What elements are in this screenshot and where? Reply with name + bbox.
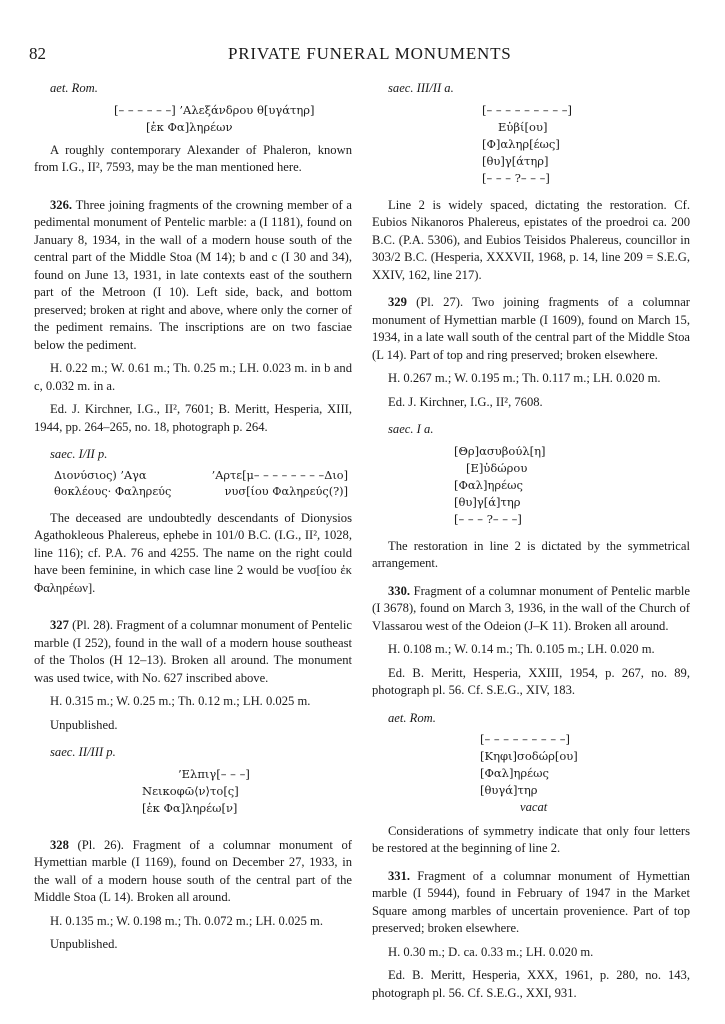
publication-status: Unpublished. <box>50 937 118 951</box>
entry-327 <box>34 617 352 687</box>
commentary: Considerations of symmetry indicate that only four letters be restored at the beginning of line 2. <box>372 823 690 855</box>
inscription-line: Νεικοφῶ⟨ν⟩το[ς] <box>142 783 239 798</box>
entry-number: 328 <box>50 837 69 852</box>
vacat-note: vacat <box>520 800 548 814</box>
left-column <box>34 80 352 954</box>
dimensions: H. 0.22 m.; W. 0.61 m.; Th. 0.25 m.; LH. 0.023 m. in b and c, 0.032 m. in a. <box>34 361 352 393</box>
inscription <box>372 443 690 528</box>
dimensions: H. 0.267 m.; W. 0.195 m.; Th. 0.117 m.; LH. 0.020 m. <box>388 371 661 385</box>
entry-number: 330. <box>388 583 411 598</box>
entry-330 <box>372 583 690 636</box>
date-label: saec. I/II p. <box>50 447 108 461</box>
inscription-line: [– – – ?– – –] <box>454 511 522 526</box>
edition: Ed. B. Meritt, Hesperia, XXX, 1961, p. 280, no. 143, photograph pl. 56. Cf. S.E.G., XXI, 931. <box>372 968 690 1000</box>
dimensions: H. 0.135 m.; W. 0.198 m.; Th. 0.072 m.; LH. 0.025 m. <box>50 913 323 928</box>
dimensions: H. 0.108 m.; W. 0.14 m.; Th. 0.105 m.; LH. 0.020 m. <box>388 642 655 656</box>
entry-331 <box>372 868 690 938</box>
date-label: saec. I a. <box>388 422 434 436</box>
inscription-line: [Ε]ὐδώρου <box>466 460 528 475</box>
right-column <box>372 80 690 1002</box>
inscription-line: [Φαλ]ηρέως <box>454 477 523 492</box>
entry-description: Three joining fragments of the crowning member of a pedimental monument of Pentelic marble: a (I 1181), found on January 8, 1934, in the wall of a modern house south of the central part of the Middle Stoa (M 14); b and c (I 30 and 34), found on June 13, 1931, in late contexts east of the southern part of the Metroon (I 10). Left side, back, and bottom preserved; broken at right and above, where only the corner of the pediment remains. The inscriptions are on two fasciae below the pediment. <box>34 197 353 352</box>
inscription-line: [Κηφι]σοδώρ[ου] <box>480 749 578 763</box>
inscription-line: [Φ]αληρ[έως] <box>482 136 560 151</box>
inscription <box>34 766 352 817</box>
inscription-line: [ἐκ Φα]ληρέων <box>146 119 233 134</box>
edition: Ed. J. Kirchner, I.G., II², 7608. <box>388 394 543 409</box>
inscription-line: [– – – ?– – –] <box>482 170 550 185</box>
entry-description: (Pl. 26). Fragment of a columnar monument of Hymettian marble (I 1169), found on December 27, 1933, in the wall of a modern house south of the central part of the Middle Stoa (L 14). Broken all around. <box>34 837 352 904</box>
inscription-line: [Θρ]ασυβούλ[η] <box>454 443 546 458</box>
inscription-line: [ἐκ Φα]ληρέω[ν] <box>142 800 238 815</box>
entry-326 <box>34 197 352 355</box>
inscription-line: [θυ]γ[ά]τηρ <box>454 494 521 509</box>
entry-number: 329 <box>388 295 407 309</box>
dimensions: H. 0.315 m.; W. 0.25 m.; Th. 0.12 m.; LH. 0.025 m. <box>50 694 311 708</box>
commentary: Line 2 is widely spaced, dictating the restoration. Cf. Eubios Nikanoros Phalereus, epistates of the proedroi ca. 200 B.C. (P.A. 5306), and Eubios Teisidos Phalereus, councillor in 303/2 B.C. (Hesperia, XXXVII, 1968, p. 14, line 209 = S.E.G, XXIV, 162, line 217). <box>372 197 690 282</box>
edition: Ed. J. Kirchner, I.G., II², 7601; B. Meritt, Hesperia, XIII, 1944, pp. 264–265, no. 18, photograph p. 264. <box>34 402 352 434</box>
entry-number: 326. <box>50 197 73 212</box>
date-label: saec. II/III p. <box>50 745 116 759</box>
inscription-line: Εὐβί[ου] <box>498 119 548 134</box>
inscription-line: [Φαλ]ηρέως <box>480 766 549 780</box>
dimensions: H. 0.30 m.; D. ca. 0.33 m.; LH. 0.020 m. <box>388 944 594 959</box>
inscription-line: [θυ]γ[άτηρ] <box>482 153 549 168</box>
commentary: The restoration in line 2 is dictated by the symmetrical arrangement. <box>372 538 690 570</box>
commentary: A roughly contemporary Alexander of Phaleron, known from I.G., II², 7593, may be the man mentioned here. <box>34 142 352 174</box>
inscription <box>34 484 352 500</box>
publication-status: Unpublished. <box>50 717 118 732</box>
entry-description: Fragment of a columnar monument of Pentelic marble (I 3678), found on March 3, 1936, in the wall of the Church of Vlassarou west of the Odeion (J–K 11). Broken all around. <box>372 583 690 633</box>
inscription <box>34 468 352 484</box>
commentary: The deceased are undoubtedly descendants of Dionysios Agathokleous Phalereus, ephebe in 101/0 B.C. (I.G., II², 1028, line 116); cf. P.A. 76 and 4255. The name on the right could have been feminine, in which case line 2 would be νυσ[ίου ἐκ Φαληρέων]. <box>34 510 352 595</box>
entry-description: (Pl. 28). Fragment of a columnar monument of Pentelic marble (I 252), found in the wall of a modern house southeast of the Tholos (H 12–13). Broken all around. The monument was used twice, with No. 627 inscribed above. <box>34 618 352 685</box>
inscription-line: ’Αρτε[μ– – – – – – – –Διο] <box>211 468 348 482</box>
inscription-line: [– – – – – –] ’Αλεξάνδρου θ[υγάτηρ] <box>114 102 315 117</box>
inscription-line: θοκλέους· Φαληρεύς <box>54 484 172 498</box>
inscription <box>372 102 690 187</box>
entry-329 <box>372 294 690 364</box>
inscription <box>34 102 352 136</box>
inscription-line: [– – – – – – – – –] <box>482 102 572 117</box>
inscription-line: ’Ελπιγ[– – –] <box>178 766 250 781</box>
edition: Ed. B. Meritt, Hesperia, XXIII, 1954, p. 267, no. 89, photograph pl. 56. Cf. S.E.G., XIV, 183. <box>372 665 690 697</box>
entry-number: 331. <box>388 868 411 883</box>
date-label: aet. Rom. <box>50 81 98 95</box>
inscription-line: [– – – – – – – – –] <box>480 732 570 746</box>
entry-description: Fragment of a columnar monument of Hymettian marble (I 5944), found in February of 1947 in the Market Square among marbles of uncertain provenience. Part of top preserved; broken elsewhere. <box>372 868 690 935</box>
date-label: aet. Rom. <box>388 710 436 725</box>
inscription <box>372 731 690 799</box>
date-label: saec. III/II a. <box>388 81 454 95</box>
entry-description: (Pl. 27). Two joining fragments of a columnar monument of Hymettian marble (I 1609), found on March 15, 1934, in a late wall south of the central part of the Middle Stoa (L 14). Part of top and ring preserved; broken elsewhere. <box>372 295 690 362</box>
inscription-line: [θυγά]τηρ <box>480 783 538 797</box>
running-head: PRIVATE FUNERAL MONUMENTS <box>228 44 512 63</box>
inscription-line: Διονύσιος) ’Αγα <box>54 468 147 482</box>
page-number: 82 <box>29 44 46 63</box>
inscription-line: νυσ[ίου Φαληρεύς(?)] <box>224 484 348 498</box>
entry-number: 327 <box>50 618 69 632</box>
entry-328 <box>34 837 352 907</box>
